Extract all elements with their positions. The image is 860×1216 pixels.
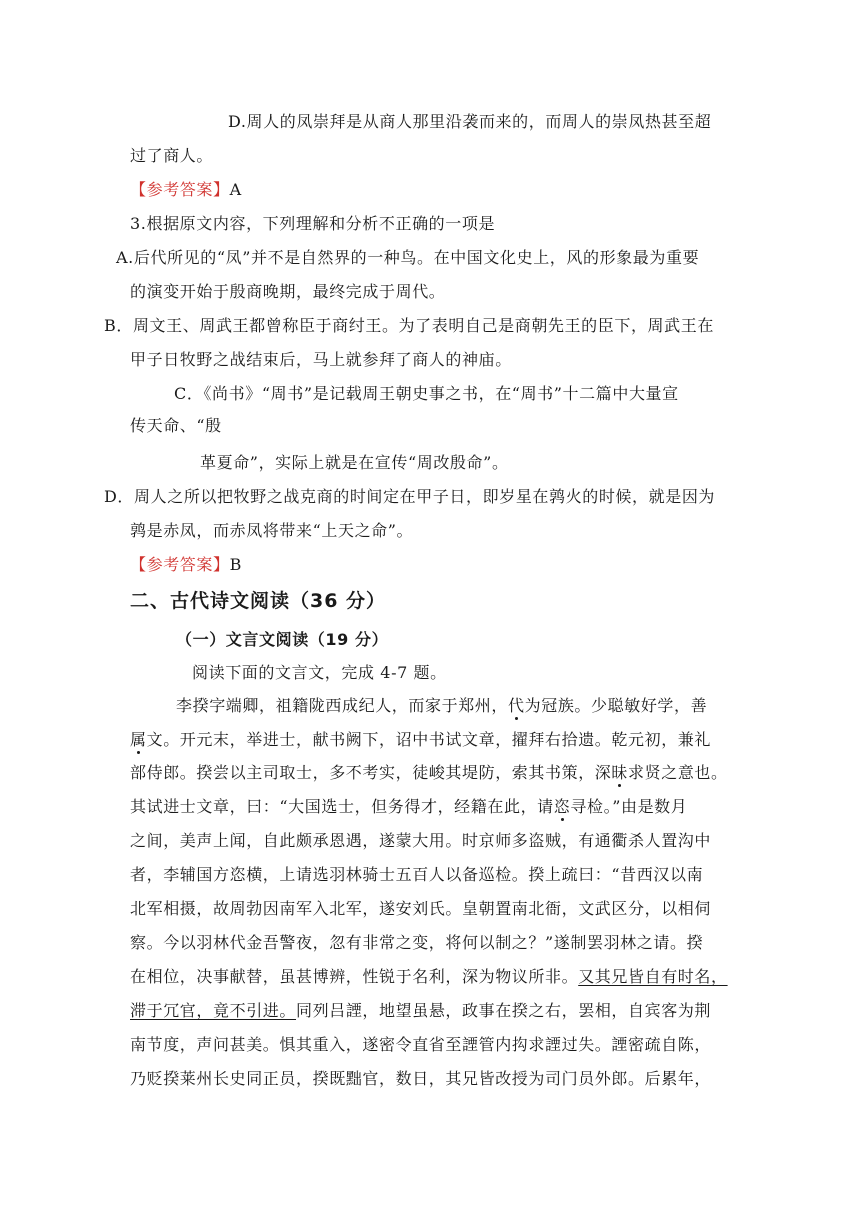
- text: 寻检。”由是数月: [570, 797, 688, 816]
- q3-answer: [130, 554, 242, 576]
- q3-option-a-line1: A.后代所见的“凤”并不是自然界的一种鸟。在中国文化史上，风的形象最为重要: [116, 248, 700, 267]
- dotted-char: 昧: [611, 763, 629, 782]
- q3-option-c-line2: 传天命、“殷: [130, 416, 222, 435]
- section-title: 二、古代诗文阅读（36 分）: [130, 590, 387, 612]
- answer-value: B: [229, 555, 242, 574]
- q3-stem: 3.根据原文内容，下列理解和分析不正确的一项是: [130, 214, 496, 233]
- q3-option-b-line1: B．周文王、周武王都曾称臣于商纣王。为了表明自己是商朝先王的臣下，周武王在: [104, 316, 714, 335]
- underlined-sentence: 又其兄皆自有时名，: [578, 967, 728, 986]
- text: 为冠族。少聪敏好学，善: [524, 696, 708, 715]
- q3-option-d-line1: D．周人之所以把牧野之战克商的时间定在甲子日，即岁星在鹑火的时候，就是因为: [104, 487, 716, 506]
- passage-line: 之间，美声上闻，自此颇承恩遇，遂蒙大用。时京师多盗贼，有通衢杀人置沟中: [130, 831, 712, 850]
- text: 在相位，决事献替，虽甚博辨，性锐于名利，深为物议所非。: [130, 967, 579, 986]
- passage-line: [130, 729, 711, 751]
- text: 其试进士文章，曰：“大国选士，但务得才，经籍在此，请: [130, 797, 554, 816]
- passage-line: [176, 695, 707, 717]
- passage-line: [130, 966, 728, 988]
- q3-option-b-line2: 甲子日牧野之战结束后，马上就参拜了商人的神庙。: [130, 350, 512, 369]
- text: 李揆字端卿，祖籍陇西成纪人，而家于郑州，: [176, 696, 509, 715]
- answer-tag: 【参考答案】: [130, 180, 230, 199]
- dotted-char: 属: [130, 730, 147, 749]
- passage-line: [130, 796, 687, 818]
- q2-option-d-line1: D.周人的凤崇拜是从商人那里沿袭而来的，而周人的崇凤热甚至超: [228, 112, 712, 131]
- q3-option-a-line2: 的演变开始于殷商晚期，最终完成于周代。: [130, 282, 446, 301]
- text: 求贤之意也。: [628, 763, 728, 782]
- underlined-sentence: 滞于冗官，竟不引进。: [130, 1001, 297, 1020]
- q2-option-d-line2: 过了商人。: [130, 146, 214, 165]
- text: 同列吕諲，地望虽悬，政事在揆之右，罢相，自宾客为荆: [296, 1001, 712, 1020]
- text: 文。开元末，举进士，献书阙下，诏中书试文章，擢拜右拾遗。乾元初，兼礼: [146, 730, 712, 749]
- text: 部侍郎。揆尝以主司取士，多不考实，徒峻其堤防，索其书策，深: [130, 763, 612, 782]
- passage-line: 乃贬揆莱州长史同正员，揆既黜官，数日，其兄皆改授为司门员外郎。后累年，: [130, 1069, 712, 1088]
- subsection-title: （一）文言文阅读（19 分）: [176, 630, 389, 649]
- answer-tag: 【参考答案】: [130, 555, 230, 574]
- instruction: 阅读下面的文言文，完成 4-7 题。: [192, 663, 447, 682]
- q3-option-d-line2: 鹑是赤凤，而赤凤将带来“上天之命”。: [130, 521, 414, 540]
- passage-line: 北军相摄，故周勃因南军入北军，遂安刘氏。皇朝置南北衙，文武区分，以相伺: [130, 899, 712, 918]
- passage-line: 南节度，声问甚美。惧其重入，遂密令直省至諲管内抅求諲过失。諲密疏自陈，: [130, 1035, 712, 1054]
- dotted-char: 恣: [553, 797, 571, 816]
- passage-line: [130, 1000, 711, 1022]
- passage-line: 察。今以羽林代金吾警夜，忽有非常之变，将何以制之？”遂制罢羽林之请。揆: [130, 933, 704, 952]
- q3-option-c-line3: 革夏命”，实际上就是在宣传“周改殷命”。: [200, 453, 509, 472]
- q3-option-c-line1: C．《尚书》“周书”是记载周王朝史事之书，在“周书”十二篇中大量宣: [174, 384, 679, 403]
- passage-line: [130, 762, 728, 784]
- passage-line: 者，李辅国方恣横，上请选羽林骑士五百人以备巡检。揆上疏曰：“昔西汉以南: [130, 865, 704, 884]
- dotted-char: 代: [508, 696, 525, 715]
- answer-value: A: [229, 180, 242, 199]
- q2-answer: [130, 179, 242, 201]
